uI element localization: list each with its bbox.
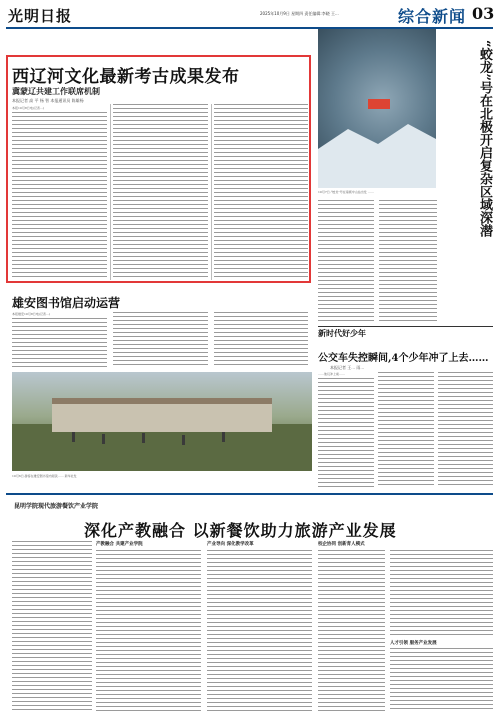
story2-body-column-2 (113, 312, 208, 368)
lead-byline: 本报记者 高 平 杨 智 本报通讯员 陈雄杨 (12, 98, 84, 103)
youth-story-headline[interactable]: 公交车失控瞬间,4个少年冲了上去…… (318, 353, 489, 364)
feature-column-4 (318, 550, 385, 711)
photo-caption: 10月6日,游客在雄安图书馆内阅读…… 新华社发 (12, 474, 77, 478)
feature-kicker: 昆明学院现代旅游餐饮产业学院 (14, 503, 99, 510)
lead-body-column-2 (113, 104, 208, 280)
section-title: 综合新闻 (398, 7, 467, 26)
polar-story-column-1 (318, 200, 374, 322)
youth-story-byline: 本报记者 王... 雨... (330, 365, 365, 370)
feature-subhead-4: 人才引领 服务产业发展 (390, 641, 437, 646)
column-divider (110, 104, 111, 280)
youth-story-snippet: ……他们冲上前…… (318, 372, 346, 376)
section-rule (318, 326, 493, 327)
youth-story-column-2 (378, 372, 434, 488)
photo-scene-illustration (12, 372, 312, 471)
lead-body-column-1 (12, 112, 107, 280)
polar-research-photo (318, 29, 436, 188)
issue-date-info: 2025年10月9日 星期四 责任编辑:李晓 王... (260, 11, 339, 16)
story2-body-column-1 (12, 318, 107, 368)
youth-story-column-3 (438, 372, 493, 488)
lead-dateline: 本报10月8日电(记者...) (12, 106, 44, 110)
feature-column-2 (96, 550, 201, 711)
feature-subhead-2: 产业导向 深化教学改革 (207, 542, 254, 547)
lead-body-column-3 (214, 104, 308, 280)
lead-subheadline: 冀蒙辽共建工作联席机制 (12, 86, 100, 96)
feature-column-5 (390, 550, 493, 636)
lead-headline[interactable]: 西辽河文化最新考古成果发布 (12, 67, 240, 87)
feature-column-1 (12, 541, 92, 711)
ice-scene-illustration (318, 29, 436, 188)
newspaper-logo: 光明日报 (8, 7, 73, 25)
feature-headline[interactable]: 深化产教融合 以新餐饮助力旅游产业发展 (84, 521, 397, 540)
polar-photo-caption: 10月7日,“蛟龙”号在南极中山站出发 …… (318, 190, 374, 194)
story2-headline[interactable]: 雄安图书馆启动运营 (12, 296, 121, 310)
feature-subhead-1: 产教融合 共建产业学院 (96, 542, 143, 547)
feature-column-3 (207, 550, 312, 711)
library-photo (12, 372, 312, 471)
feature-column-6 (390, 648, 493, 711)
vertical-headline[interactable]: “蛟龙”号在北极开启复杂区域深潜 (477, 40, 492, 237)
column-divider (211, 104, 212, 280)
polar-story-column-2 (379, 200, 437, 322)
story2-body-column-3 (214, 312, 308, 368)
page-number: 03 (472, 4, 495, 23)
story2-dateline: 本报雄安10月8日电(记者...) (12, 312, 50, 316)
column-badge: 新时代好少年 (318, 328, 366, 338)
feature-subhead-3: 校企协同 创新育人模式 (318, 542, 365, 547)
youth-story-column-1 (318, 378, 374, 488)
